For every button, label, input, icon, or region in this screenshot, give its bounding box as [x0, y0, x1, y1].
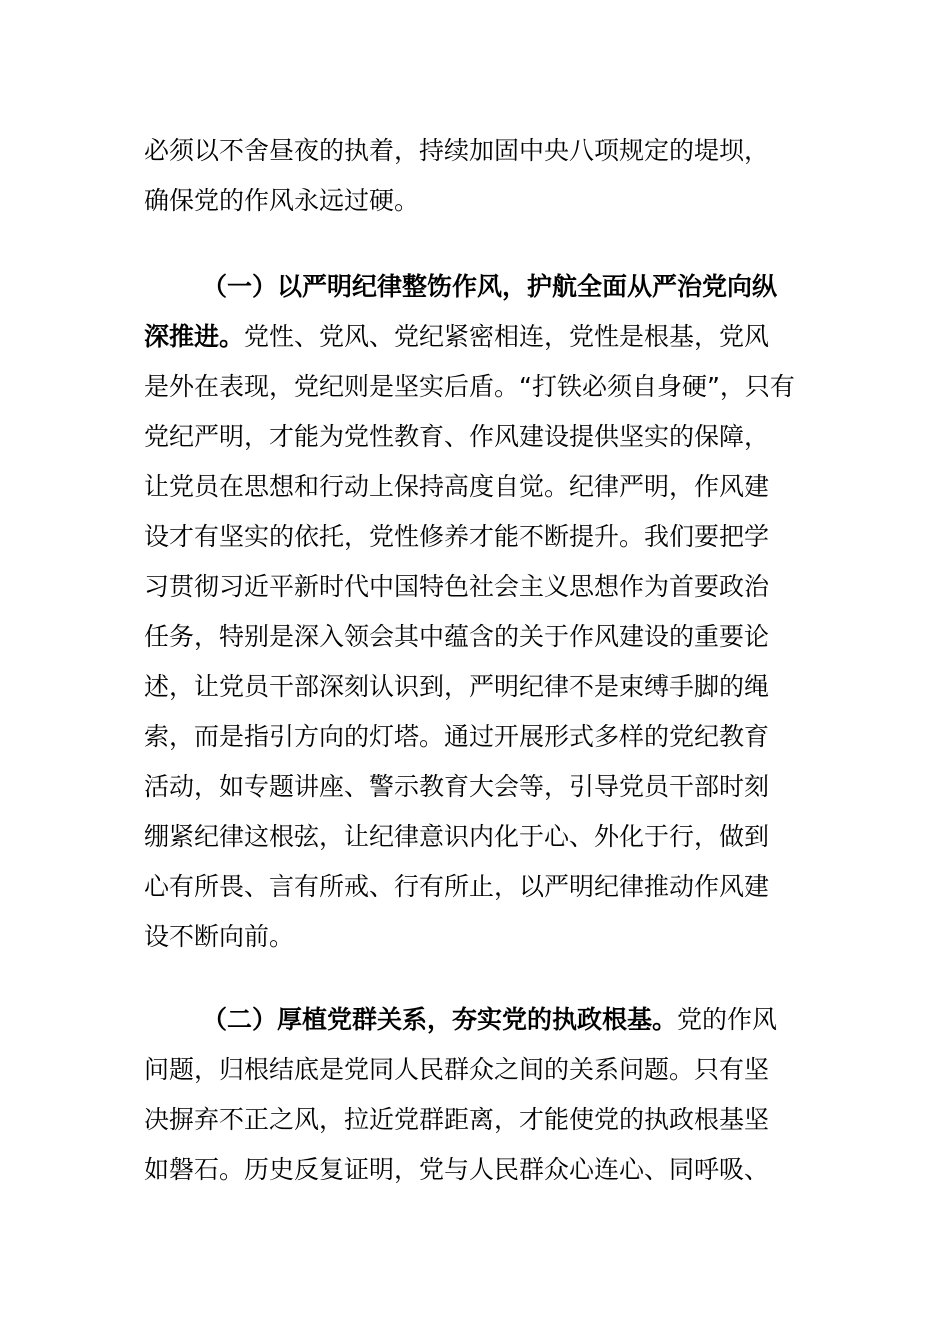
- section-1-paragraph: [144, 262, 804, 962]
- text-line-rest: 党的作风: [677, 1005, 778, 1034]
- text-line: 如磐石。历史反复证明，党与人民群众心连心、同呼吸、: [144, 1155, 770, 1184]
- section-1-heading-end: 深推进。: [144, 322, 245, 351]
- text-line-rest: 党性、党风、党纪紧密相连，党性是根基，党风: [244, 322, 770, 351]
- section-2-heading: （二）厚植党群关系，夯实党的执政根基。: [202, 1005, 678, 1034]
- text-line: 习贯彻习近平新时代中国特色社会主义思想作为首要政治: [144, 572, 770, 601]
- section-2-paragraph: [144, 995, 804, 1195]
- text-line: 设才有坚实的依托，党性修养才能不断提升。我们要把学: [144, 522, 770, 551]
- text-line: 心有所畏、言有所戒、行有所止，以严明纪律推动作风建: [144, 872, 770, 901]
- text-line: 确保党的作风永远过硬。: [144, 186, 420, 215]
- text-line: 述，让党员干部深刻认识到，严明纪律不是束缚手脚的绳: [144, 672, 770, 701]
- text-line: 任务，特别是深入领会其中蕴含的关于作风建设的重要论: [144, 622, 770, 651]
- text-line: 是外在表现，党纪则是坚实后盾。“打铁必须自身硬”，只有: [144, 372, 795, 401]
- intro-paragraph: [144, 126, 804, 226]
- text-line: [144, 995, 804, 1045]
- text-line: 决摒弃不正之风，拉近党群距离，才能使党的执政根基坚: [144, 1105, 770, 1134]
- text-line: 活动，如专题讲座、警示教育大会等，引导党员干部时刻: [144, 772, 770, 801]
- text-line: 设不断向前。: [144, 922, 295, 951]
- text-line: 绷紧纪律这根弦，让纪律意识内化于心、外化于行，做到: [144, 822, 770, 851]
- text-line: 党纪严明，才能为党性教育、作风建设提供坚实的保障，: [144, 422, 770, 451]
- text-line: 索，而是指引方向的灯塔。通过开展形式多样的党纪教育: [144, 722, 770, 751]
- text-line: 让党员在思想和行动上保持高度自觉。纪律严明，作风建: [144, 472, 770, 501]
- text-line: 问题，归根结底是党同人民群众之间的关系问题。只有坚: [144, 1055, 770, 1084]
- text-line: 必须以不舍昼夜的执着，持续加固中央八项规定的堤坝，: [144, 136, 770, 165]
- text-line: [144, 312, 804, 362]
- section-1-heading: （一）以严明纪律整饬作风，护航全面从严治党向纵: [202, 272, 778, 301]
